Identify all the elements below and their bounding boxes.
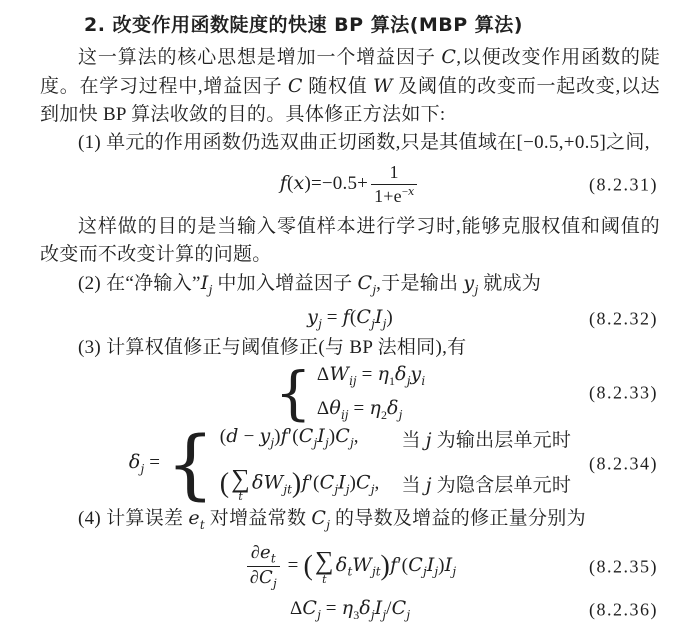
case-line: $\Delta W_{ij} = \eta_1\delta_jy_i$: [316, 362, 426, 388]
equation-lhs: $\delta_j$ =: [128, 450, 161, 476]
equation-8-2-36: [40, 595, 660, 625]
equation-number: (8.2.33): [589, 382, 658, 403]
section-heading: 2. 改变作用函数陡度的快速 BP 算法(MBP 算法): [84, 14, 523, 36]
equation-body: $\Delta C_j = \eta_3\delta_jI_j/C_j$: [289, 596, 411, 622]
equation-number: (8.2.32): [589, 308, 658, 329]
case-line: ( ∑ t $\delta W_{jt})f'(C_jI_j)C_j$,: [219, 463, 380, 503]
list-item-4: (4) 计算误差 $e_t$ 对增益常数 $C_j$ 的导数及增益的修正量分别为: [78, 506, 586, 532]
list-item-1: (1) 单元的作用函数仍选双曲正切函数,只是其值域在[−0.5,+0.5]之间,: [78, 132, 650, 153]
equation-number: (8.2.31): [589, 174, 658, 195]
list-item-2: (2) 在“净输入$”I_j$ 中加入增益因子 $C_j$,于是输出 $y_j$ 就成为: [78, 272, 542, 297]
equation-8-2-34: [40, 418, 660, 508]
equation-8-2-33: [40, 358, 660, 427]
case-condition: 当 j 为输出层单元时: [401, 428, 572, 451]
equation-8-2-35: [40, 539, 660, 595]
equation-8-2-31: [40, 157, 660, 213]
equation-8-2-32: [40, 304, 660, 334]
case-line: $(d - y_j)f'(C_jI_j)C_j$,: [219, 425, 359, 451]
equation-body: f(x)=−0.5+ $\frac{1}{1+e^{-x}}$: [280, 162, 421, 207]
equation-body: [317, 363, 425, 424]
equation-number: (8.2.35): [589, 556, 658, 577]
case-line: $\Delta\theta_{ij} = \eta_2\delta_j$: [316, 397, 403, 423]
equation-body: [220, 425, 571, 503]
equation-number: (8.2.36): [589, 599, 658, 620]
paragraph-intro: 这一算法的核心思想是增加一个增益因子 C,以便改变作用函数的陡度。在学习过程中,增益因子 C 随权值 W 及阈值的改变而一起改变,以达到加快 BP 算法收敛的目的。具体修正方法如下:: [40, 46, 660, 125]
equation-body: $\frac{\partial e_t}{\partial C_j}$ = ( ∑ t $\delta_tW_{jt})f'(C_jI_j)I_j$: [244, 542, 456, 591]
left-brace: {: [166, 418, 215, 508]
left-brace: {: [274, 358, 312, 427]
case-condition: 当 j 为隐含层单元时: [401, 474, 572, 497]
list-item-3: (3) 计算权值修正与阈值修正(与 BP 法相同),有: [78, 336, 467, 358]
paragraph-purpose: 这样做的目的是当输入零值样本进行学习时,能够克服权值和阈值的改变而不改变计算的问题。: [40, 216, 660, 265]
equation-body: $y_j = f(C_jI_j)$: [307, 305, 393, 331]
equation-number: (8.2.34): [589, 453, 658, 474]
